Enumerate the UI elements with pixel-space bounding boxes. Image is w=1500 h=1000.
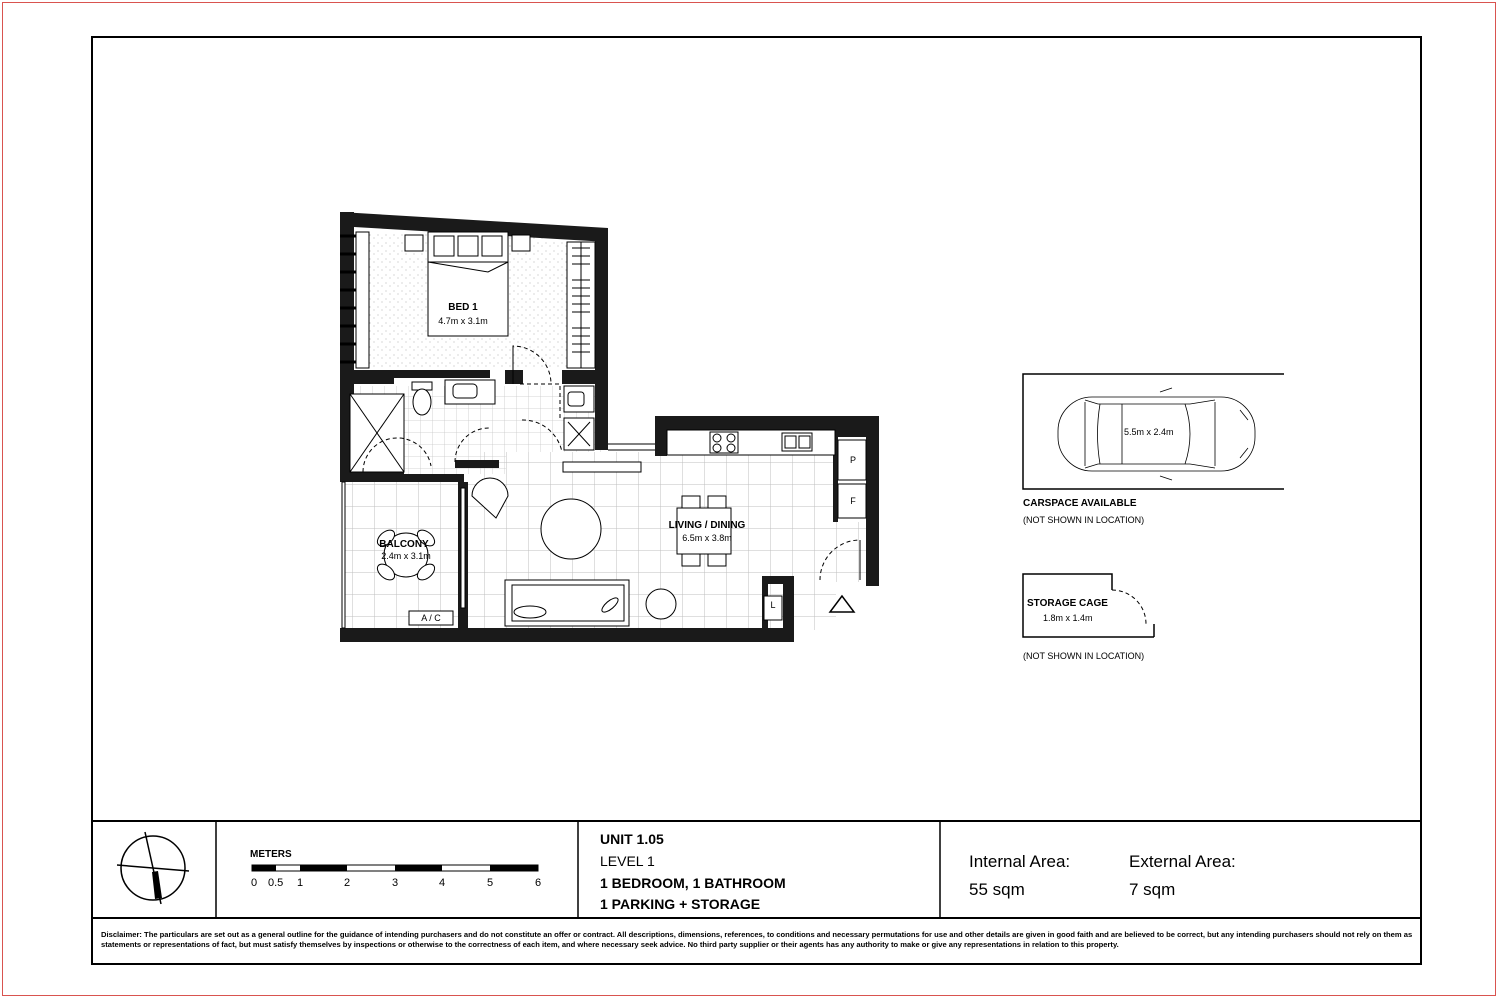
scale-title: METERS (250, 849, 292, 860)
external-area-value: 7 sqm (1129, 880, 1176, 899)
unit-parking: 1 PARKING + STORAGE (600, 896, 761, 912)
storage-note: (NOT SHOWN IN LOCATION) (1023, 651, 1145, 661)
linen-label: L (770, 600, 776, 610)
unit-level: LEVEL 1 (600, 853, 655, 869)
carspace-title: CARSPACE AVAILABLE (1023, 498, 1137, 509)
fridge-label: F (850, 496, 856, 506)
scale-tick: 3 (392, 877, 399, 889)
room-size-balcony: 2.4m x 3.1m (381, 551, 431, 561)
room-name-bed: BED 1 (448, 302, 478, 313)
storage-size: 1.8m x 1.4m (1043, 613, 1093, 623)
unit-floor-plan (340, 212, 1146, 642)
pantry-label: P (849, 455, 857, 465)
unit-rooms: 1 BEDROOM, 1 BATHROOM (600, 875, 786, 891)
room-size-bed: 4.7m x 3.1m (438, 316, 488, 326)
scale-tick: 1 (297, 877, 304, 889)
room-size-living: 6.5m x 3.8m (682, 533, 732, 543)
carspace-size: 5.5m x 2.4m (1124, 427, 1174, 437)
storage-title: STORAGE CAGE (1027, 598, 1108, 609)
room-name-balcony: BALCONY (379, 539, 429, 550)
internal-area-value: 55 sqm (969, 880, 1025, 899)
unit-number: UNIT 1.05 (600, 831, 664, 847)
disclaimer-text: Disclaimer: The particulars are set out as a general outline for the guidance of intending purchasers and do not constitute an offer or contract. All descriptions, dimensions, references, to conditions and necessary permutations for use and other details are given in good faith and are believed to be correct, but any intending purchasers should not rely on them as statements or representations of fact, but must satisfy themselves by inspections or otherwise to the correctness of each item, and where necessary seek advice. No third party supplier or their agents has any authority to make or give any representations in relation to this property. (101, 930, 1413, 949)
internal-area-label: Internal Area: (969, 852, 1071, 871)
carspace-note: (NOT SHOWN IN LOCATION) (1023, 515, 1145, 525)
scale-tick: 0 (251, 877, 258, 889)
north-arrow-icon (117, 832, 189, 904)
scale-bar (252, 865, 538, 871)
scale-tick: 5 (487, 877, 494, 889)
scale-tick: 0.5 (268, 877, 284, 889)
scale-tick: 4 (439, 877, 446, 889)
room-name-living: LIVING / DINING (668, 520, 746, 531)
ac-unit-label: A / C (421, 613, 441, 623)
external-area-label: External Area: (1129, 852, 1236, 871)
scale-tick: 6 (535, 877, 542, 889)
scale-tick: 2 (344, 877, 351, 889)
